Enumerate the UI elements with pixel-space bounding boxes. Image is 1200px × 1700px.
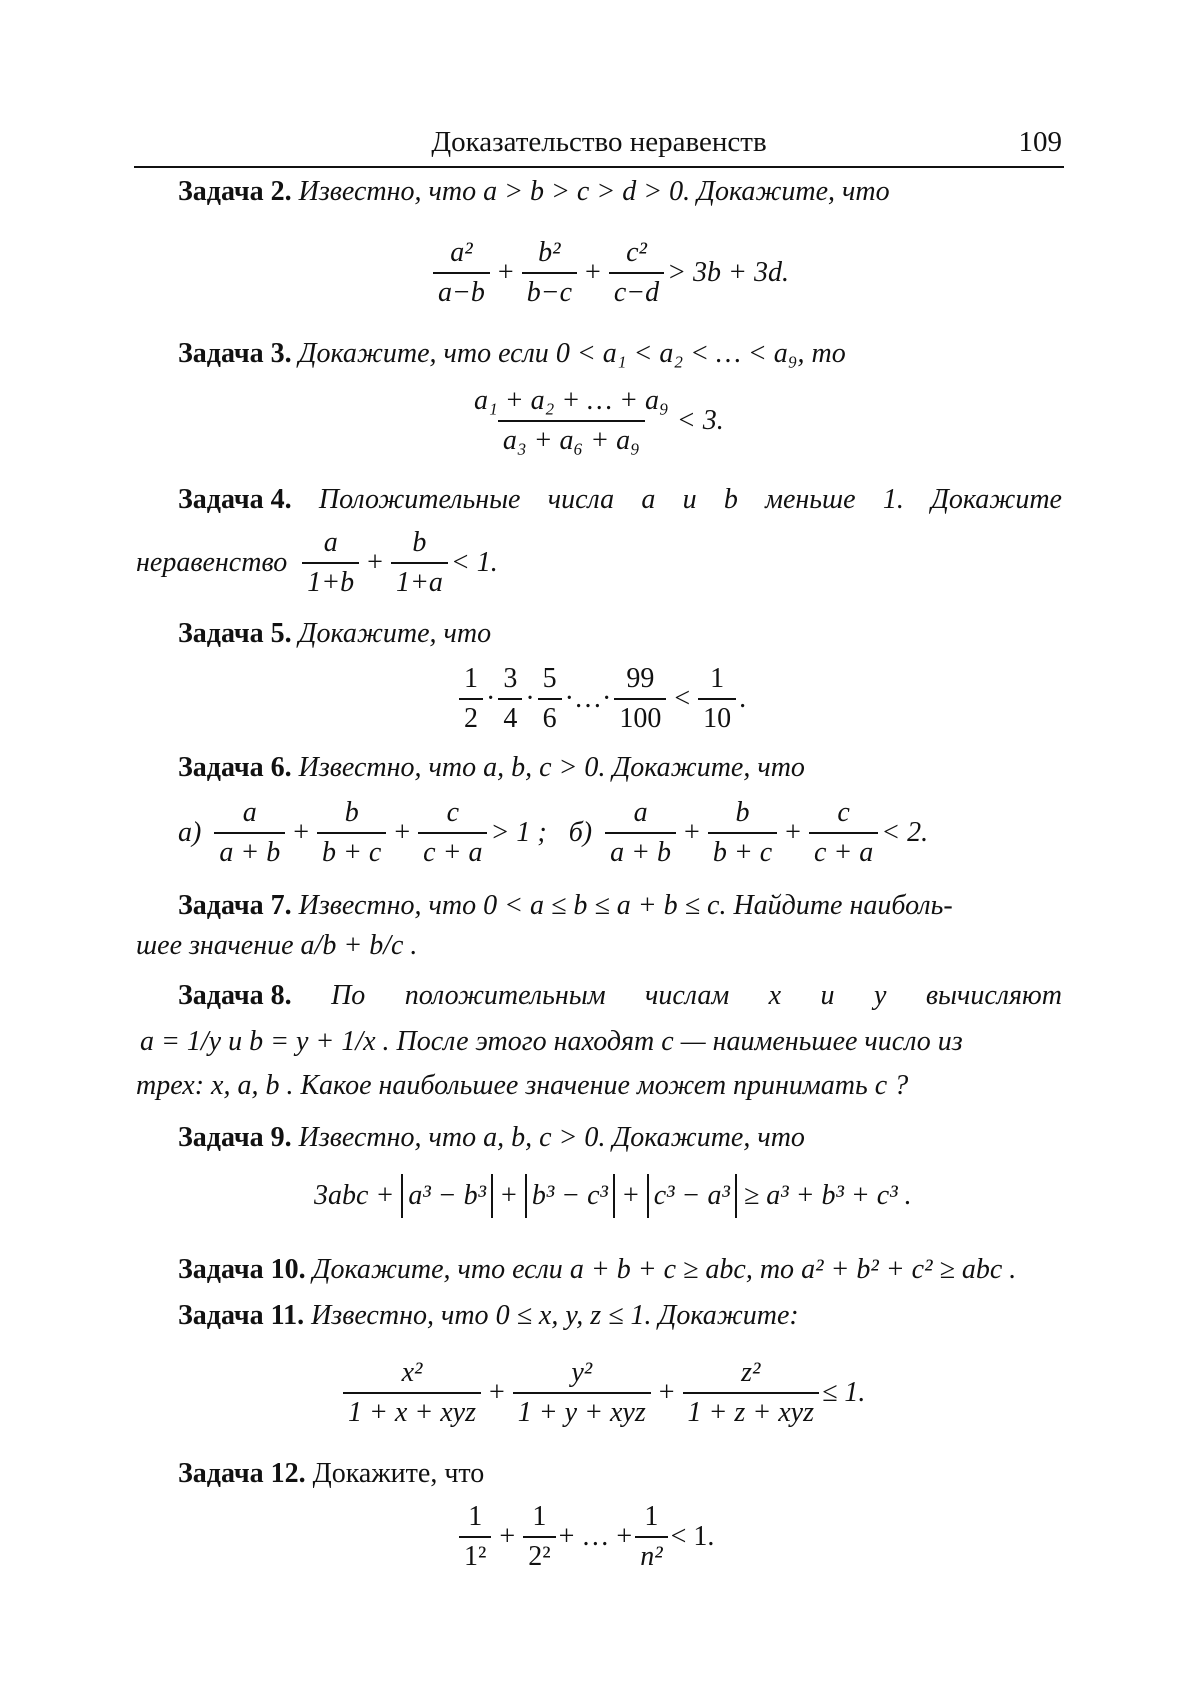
problem-8-statement [178,976,1062,1016]
problem-10-label: Задача 10. [178,1254,306,1285]
problem-5-formula: $\frac{1}{2}$ · $\frac{3}{4}$ · $\frac{5}{6}$ ·…· $\frac{99}{100}$ < $\frac{1}{10}$ . [456,662,746,736]
word: x [768,980,782,1011]
word: и [682,484,697,515]
inequality-rhs: > 3b + 3d. [667,257,789,288]
problem-5-text: Докажите, что [298,618,492,649]
problem-9-condition: a, b, c > 0 [483,1122,599,1153]
problem-7-condition: 0 < a ≤ b ≤ a + b ≤ c [483,890,720,921]
inequality-rhs: < 1. [670,1521,715,1552]
problem-9-text: Известно, что [298,1122,477,1153]
word: Положительные [318,484,521,515]
problem-10-conclusion: a² + b² + c² ≥ abc . [801,1254,1017,1285]
problem-7-statement [178,886,953,926]
problem-4-formula: неравенство $\frac{a}{1+b}$ + $\frac{b}{1+a}$ < 1. [136,527,498,598]
problem-8-line2: a = 1/y и b = y + 1/x . После этого находят c — наименьшее число из [140,1026,963,1057]
fraction: $\frac{5}{6}$ [538,662,562,736]
problem-3-formula [466,384,724,458]
absolute-value: b³ − c³ [525,1174,615,1218]
fraction: $\frac{1}{10}$ [698,662,736,736]
fraction: $\frac{1}{2}$ [459,662,483,736]
fraction: $\frac{a}{a + b}$ [605,796,676,870]
problem-7-label: Задача 7. [178,890,292,921]
fraction: $\frac{\text{a²}}{a-b}$ [433,236,490,310]
fraction: $\frac{c}{c + a}$ [809,796,878,870]
problem-3-text2: , то [797,338,846,369]
fraction: $\frac{1}{\text{1²}}$ [459,1500,491,1574]
fraction: $\frac{1}{\text{2²}}$ [523,1500,555,1574]
problem-3-condition: 0 < a₁ < a₂ < … < a₉ [555,338,798,369]
problem-7-text: Известно, что [298,890,477,921]
problem-10-text2: , то [745,1254,795,1285]
word: y [873,980,887,1011]
running-title: Доказательство неравенств [431,126,767,158]
problem-6-text2: . Докажите, что [598,752,805,783]
inequality-rhs: < 1. [450,547,498,578]
fraction: $\frac{99}{100}$ [614,662,666,736]
fraction: $\frac{\text{c²}}{c-d}$ [609,236,664,310]
word: положительным [404,980,606,1011]
problem-4-text2: неравенство [136,547,288,578]
problem-11-statement [178,1296,799,1336]
word: и [820,980,835,1011]
problem-2-statement [178,172,890,212]
problem-2-label: Задача 2. [178,176,292,207]
word: b [723,484,738,515]
problem-6-formula: а) $\frac{a}{a + b}$ + $\frac{b}{b + c}$ + $\frac{c}{c + a}$ > 1 ; б) $\frac{a}{a + b}$ + $\frac{b}{b + c}$ + $\frac{c}{c + a}$ < 2. [178,797,929,868]
part-a-rhs: > 1 ; [490,817,547,848]
word: меньше [765,484,856,515]
problem-9-formula: 3abc + a³ − b³ + b³ − c³ + c³ − a³ ≥ a³ + b³ + c³ . [314,1174,912,1218]
sum-ellipsis: + … + [558,1521,633,1552]
word: По [331,980,366,1011]
problem-3-label: Задача 3. [178,338,292,369]
problem-11-formula: $\frac{\text{x²}}{\text{1 + x + xyz}}$ + $\frac{\text{y²}}{\text{1 + y + xyz}}$ + $\frac{\text{z²}}{\text{1 + z + xyz}}$ ≤ 1. [340,1356,865,1430]
problem-12-label: Задача 12. [178,1458,306,1489]
inequality-rhs: ≥ a³ + b³ + c³ . [743,1180,912,1211]
problem-9-text2: . Докажите, что [598,1122,805,1153]
problem-11-text: Известно, что [311,1300,489,1331]
fraction: $\frac{b}{1+a}$ [391,526,448,600]
word: a [641,484,656,515]
problem-11-text2: . Докажите: [644,1300,799,1331]
problem-7-line2 [136,926,417,966]
product-ellipsis: ·…· [564,683,612,714]
problem-7-expression: a/b + b/c . [300,930,418,961]
problem-3-text: Докажите, что если [298,338,549,369]
formula-lhs: 3abc + [314,1180,395,1211]
fraction: $\frac{\text{x²}}{\text{1 + x + xyz}}$ [343,1356,481,1430]
problem-6-statement [178,748,805,788]
problem-5-statement [178,614,491,654]
page-number: 109 [1018,126,1062,158]
part-b-label: б) [568,817,593,848]
fraction: $\frac{\text{z²}}{\text{1 + z + xyz}}$ [683,1356,819,1430]
problem-12-text: Докажите, что [312,1458,485,1489]
problem-2-formula: $\frac{\text{a²}}{a-b}$ + $\frac{\text{b²}}{b-c}$ + $\frac{\text{c²}}{c-d}$ > 3b + 3d. [430,236,789,310]
word: Докажите [931,484,1062,515]
problem-6-label: Задача 6. [178,752,292,783]
problem-9-statement [178,1118,805,1158]
fraction: $\frac{a}{a + b}$ [214,796,285,870]
word: 1. [882,484,904,515]
problem-2-text2: . Докажите, что [683,176,890,207]
problem-8-label: Задача 8. [178,980,292,1011]
fraction: $\frac{c}{c + a}$ [418,796,487,870]
fraction: $\frac{b}{b + c}$ [708,796,777,870]
problem-6-text: Известно, что [298,752,477,783]
problem-4-statement [178,480,1062,520]
fraction: $\frac{\text{b²}}{b-c}$ [522,236,577,310]
problem-7-text2: . Найдите наиболь- [719,890,953,921]
absolute-value: a³ − b³ [401,1174,493,1218]
fraction: $\frac{b}{b + c}$ [317,796,386,870]
absolute-value: c³ − a³ [647,1174,737,1218]
inequality-rhs: < 3. [676,405,724,436]
fraction: $\frac{\text{y²}}{\text{1 + y + xyz}}$ [513,1356,651,1430]
problem-7-line2-text: шее значение [136,930,294,961]
fraction: $\frac{\text{a₁ + a₂ + … + a₉}}{\text{a₃ + a₆ + a₉}}$ [474,385,669,456]
page-header [134,122,1064,168]
problem-3-statement [178,334,846,374]
part-b-rhs: < 2. [881,817,929,848]
problem-10-statement [178,1250,1016,1290]
word: числам [645,980,730,1011]
fraction: $\frac{a}{1+b}$ [302,526,359,600]
problem-5-label: Задача 5. [178,618,292,649]
problem-6-condition: a, b, c > 0 [483,752,599,783]
word: вычисляют [925,980,1062,1011]
problem-12-statement [178,1454,484,1494]
word: числа [547,484,615,515]
fraction: $\frac{3}{4}$ [498,662,522,736]
problem-10-condition: a + b + c ≥ abc [569,1254,746,1285]
problem-2-condition: a > b > c > d > 0 [483,176,684,207]
problem-2-text: Известно, что [298,176,477,207]
problem-12-formula: $\frac{1}{\text{1²}}$ + $\frac{1}{\text{2²}}$ + … + $\frac{1}{\text{n²}}$ < 1. [456,1500,714,1574]
inequality-rhs: ≤ 1. [821,1377,866,1408]
problem-8-line3: трех: x, a, b . Какое наибольшее значение может принимать c ? [136,1070,909,1101]
problem-11-condition: 0 ≤ x, y, z ≤ 1 [495,1300,645,1331]
fraction: $\frac{1}{\text{n²}}$ [635,1500,667,1574]
problem-4-label: Задача 4. [178,484,292,515]
problem-11-label: Задача 11. [178,1300,305,1331]
problem-10-text: Докажите, что если [312,1254,563,1285]
problem-9-label: Задача 9. [178,1122,292,1153]
part-a-label: а) [178,817,202,848]
